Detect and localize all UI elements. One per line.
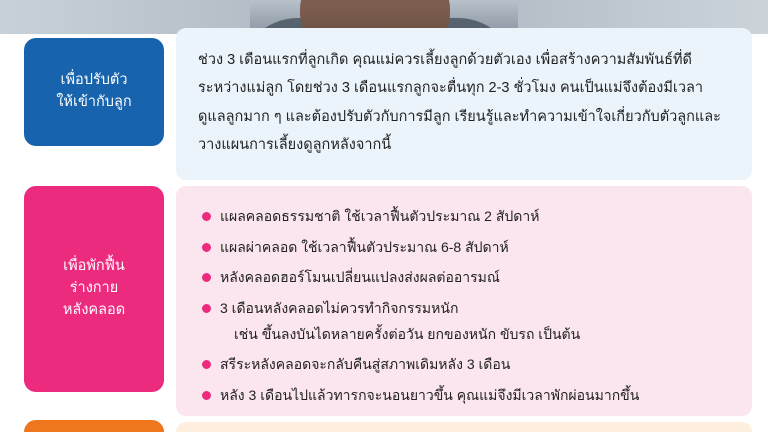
list-item-text: 3 เดือนหลังคลอดไม่ควรทำกิจกรรมหนัก <box>220 300 459 317</box>
bullet-dot-icon <box>202 304 211 313</box>
list-item-text: หลังคลอดฮอร์โมนเปลี่ยนแปลงส่งผลต่ออารมณ์ <box>220 269 500 286</box>
label-line-3: หลังคลอด <box>62 301 126 318</box>
list-item-subtext: เช่น ขึ้นลงบันไดหลายครั้งต่อวัน ยกของหนัก ขับรถ เป็นต้น <box>234 325 581 342</box>
label-line-1: เพื่อปรับตัว <box>60 72 128 89</box>
list-item <box>202 267 730 289</box>
list-item-text: สรีระหลังคลอดจะกลับคืนสู่สภาพเดิมหลัง 3 เดือน <box>220 356 511 373</box>
label-line-2: ร่างกาย <box>69 280 119 297</box>
bullet-dot-icon <box>202 273 211 282</box>
recovery-bullet-list <box>202 206 730 407</box>
adapt-paragraph: ช่วง 3 เดือนแรกที่ลูกเกิด คุณแม่ควรเลี้ยงลูกด้วยตัวเอง เพื่อสร้างความสัมพันธ์ที่ดีระหว่างแม่ลูก โดยช่วง 3 เดือนแรกลูกจะตื่นทุก 2-3 ชั่วโมง คนเป็นแม่จึงต้องมีเวลาดูแลลูกมาก ๆ และต้องปรับตัวกับการมีลูก เรียนรู้และทำความเข้าใจเกี่ยวกับตัวลูกและวางแผนการเลี้ยงดูลูกหลังจากนี้ <box>198 52 721 153</box>
section-label-third <box>24 420 164 432</box>
bullet-dot-icon <box>202 391 211 400</box>
list-item <box>202 298 730 345</box>
list-item-text: หลัง 3 เดือนไปแล้วทารกจะนอนยาวขึ้น คุณแม่จึงมีเวลาพักผ่อนมากขึ้น <box>220 387 640 404</box>
content-panel-recovery <box>176 186 752 416</box>
bullet-dot-icon <box>202 360 211 369</box>
section-label-recovery-text <box>63 256 125 321</box>
list-item <box>202 385 730 407</box>
list-item-text: แผลผ่าคลอด ใช้เวลาฟื้นตัวประมาณ 6-8 สัปดาห์ <box>220 238 509 255</box>
list-item <box>202 237 730 259</box>
bullet-dot-icon <box>202 212 211 221</box>
content-panel-adapt <box>176 28 752 180</box>
list-item-text: แผลคลอดธรรมชาติ ใช้เวลาฟื้นตัวประมาณ 2 สัปดาห์ <box>220 208 540 224</box>
bullet-dot-icon <box>202 243 211 252</box>
section-label-adapt <box>24 38 164 146</box>
label-line-2: ให้เข้ากับลูก <box>56 94 132 110</box>
content-panel-third <box>176 422 752 432</box>
list-item <box>202 354 730 376</box>
section-label-adapt-text <box>56 70 131 114</box>
label-line-1: เพื่อพักฟื้น <box>63 258 125 275</box>
list-item <box>202 206 730 228</box>
section-label-recovery <box>24 186 164 392</box>
